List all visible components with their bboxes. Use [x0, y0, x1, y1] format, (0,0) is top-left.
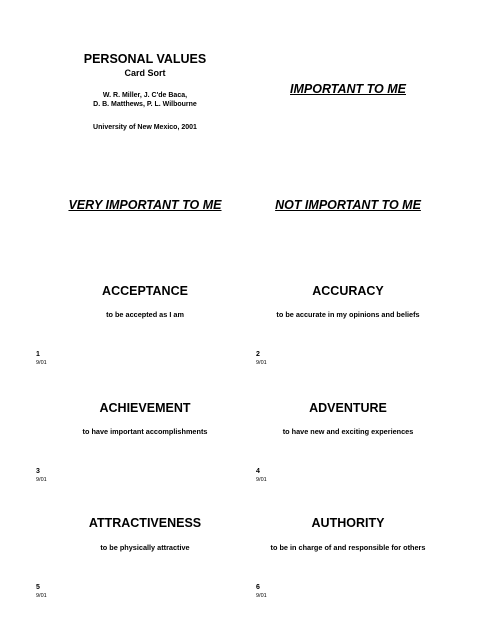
- authors-line-2: D. B. Matthews, P. L. Wilbourne: [93, 101, 197, 108]
- card-date: 9/01: [36, 360, 47, 366]
- card-description: to be accurate in my opinions and beliefs: [276, 310, 420, 319]
- card-value-title: ACCEPTANCE: [102, 284, 188, 298]
- card-value-title: ACCURACY: [312, 284, 384, 298]
- authors-line-1: W. R. Miller, J. C'de Baca,: [102, 92, 188, 99]
- document-subtitle: Card Sort: [124, 68, 166, 78]
- card-description: to be accepted as I am: [106, 310, 184, 319]
- header-very-important: VERY IMPORTANT TO ME: [68, 198, 222, 212]
- card-value-title: ACHIEVEMENT: [99, 401, 191, 415]
- card-description: to have important accomplishments: [82, 427, 208, 436]
- card-date: 9/01: [256, 593, 267, 599]
- card-date: 9/01: [256, 360, 267, 366]
- card-date: 9/01: [36, 593, 47, 599]
- card-description: to have new and exciting experiences: [282, 427, 414, 436]
- header-not-important: NOT IMPORTANT TO ME: [275, 198, 421, 212]
- card-description: to be physically attractive: [100, 543, 190, 552]
- card-value-title: AUTHORITY: [311, 516, 385, 530]
- institution: University of New Mexico, 2001: [93, 124, 197, 131]
- card-value-title: ADVENTURE: [309, 401, 387, 415]
- card-number: 1: [36, 351, 40, 358]
- card-number: 2: [256, 351, 260, 358]
- document-title: PERSONAL VALUES: [83, 52, 207, 66]
- card-number: 6: [256, 584, 260, 591]
- header-important: IMPORTANT TO ME: [290, 82, 406, 96]
- card-date: 9/01: [256, 477, 267, 483]
- card-number: 3: [36, 468, 40, 475]
- card-value-title: ATTRACTIVENESS: [88, 516, 202, 530]
- card-number: 4: [256, 468, 260, 475]
- card-description: to be in charge of and responsible for others: [270, 543, 426, 552]
- card-number: 5: [36, 584, 40, 591]
- card-date: 9/01: [36, 477, 47, 483]
